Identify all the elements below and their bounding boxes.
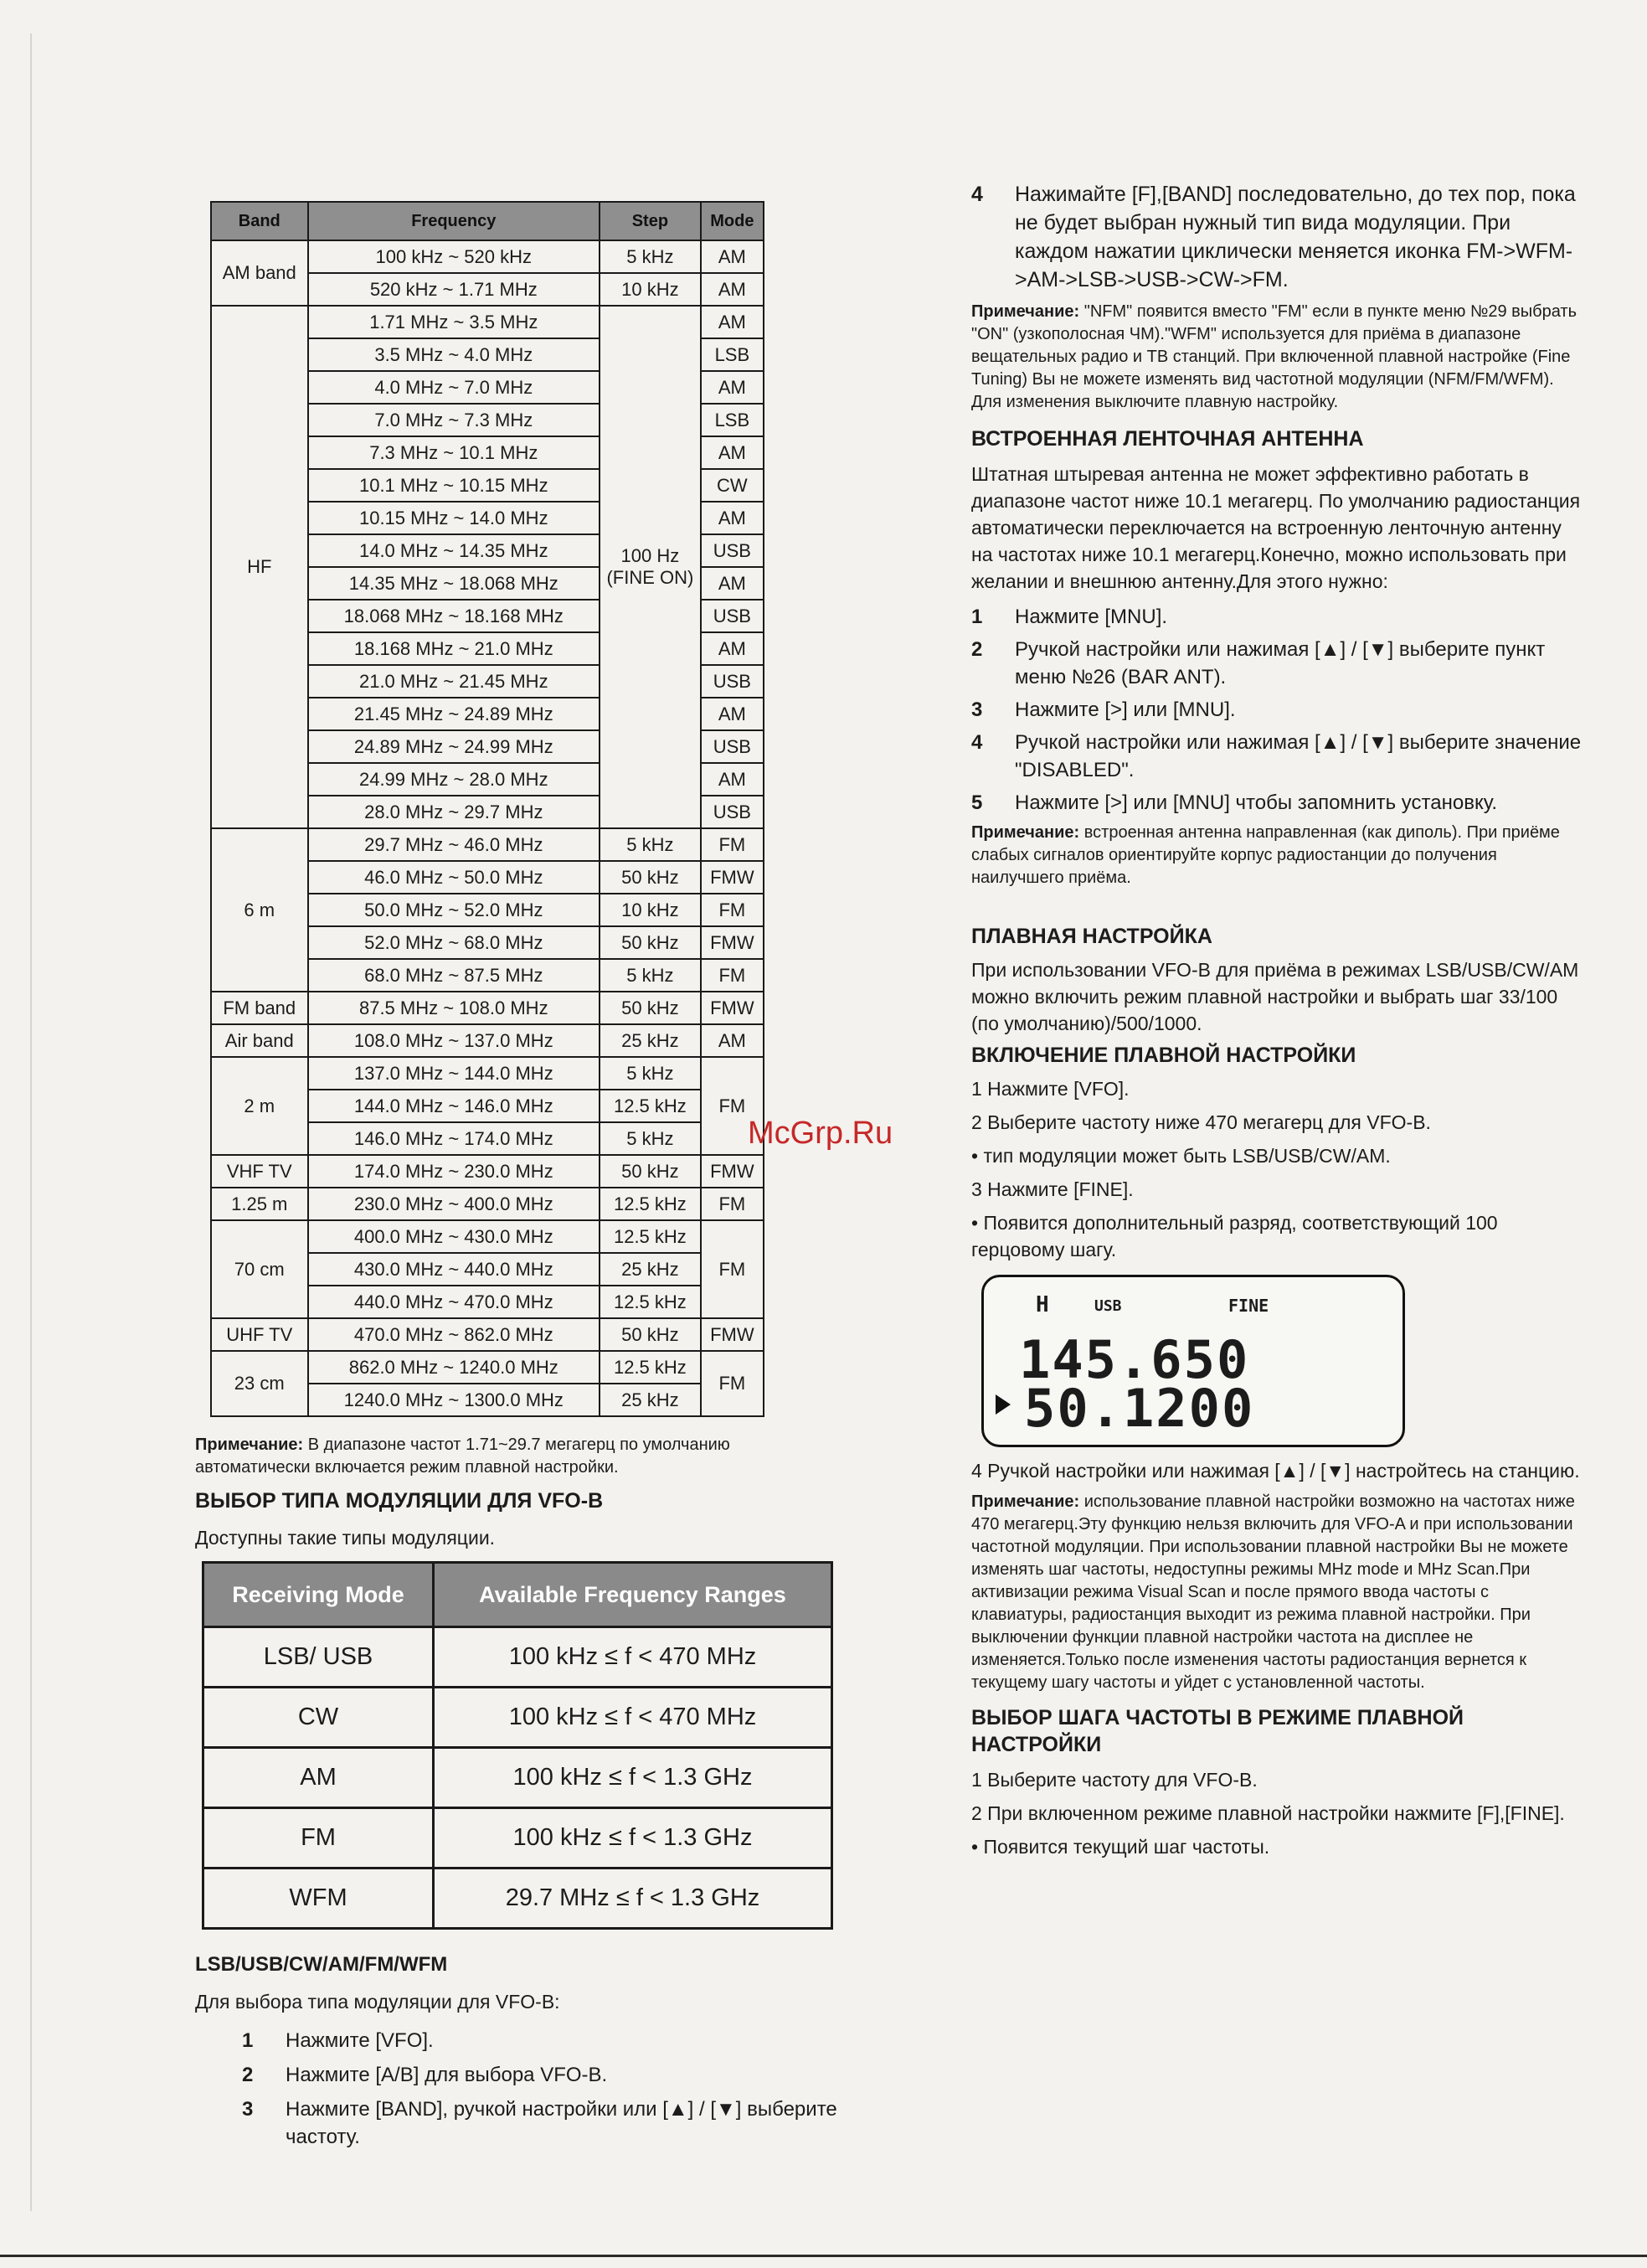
- table-row: [211, 1155, 764, 1188]
- step-number: 2: [242, 2064, 254, 2086]
- band-note: [195, 1434, 848, 1479]
- band-frequency-table: [210, 201, 764, 1417]
- freq-cell: 146.0 MHz ~ 174.0 MHz: [308, 1122, 600, 1155]
- mode-cell: AM: [701, 306, 764, 338]
- note-fine-tuning: [971, 1491, 1583, 1694]
- step-text: Нажмите [A/B] для выбора VFO-B.: [286, 2064, 608, 2086]
- mode-cell: FM: [701, 1351, 764, 1416]
- step-cell: 5 kHz: [600, 828, 701, 861]
- freq-cell: 18.068 MHz ~ 18.168 MHz: [308, 600, 600, 632]
- step-cell: 5 kHz: [600, 1057, 701, 1090]
- header-frequency: Frequency: [308, 202, 600, 240]
- freq-cell: 400.0 MHz ~ 430.0 MHz: [308, 1220, 600, 1253]
- note-nfm: [971, 301, 1583, 414]
- scan-margin-line: [30, 34, 32, 2211]
- mode-cell: FMW: [701, 1155, 764, 1188]
- list-item: 1 Нажмите [VFO].: [971, 1078, 1130, 1100]
- freq-cell: 24.89 MHz ~ 24.99 MHz: [308, 730, 600, 763]
- freq-cell: 144.0 MHz ~ 146.0 MHz: [308, 1090, 600, 1122]
- table-row: [203, 1869, 832, 1929]
- step-cell: 50 kHz: [600, 1318, 701, 1351]
- mode-cell: USB: [701, 796, 764, 828]
- step-cell: 12.5 kHz: [600, 1220, 701, 1253]
- freq-cell: 862.0 MHz ~ 1240.0 MHz: [308, 1351, 600, 1384]
- step-cell: 25 kHz: [600, 1024, 701, 1057]
- step-select-steps: [971, 1766, 1583, 1860]
- freq-cell: 21.45 MHz ~ 24.89 MHz: [308, 698, 600, 730]
- step-number: 5: [971, 791, 983, 814]
- list-item: 3 Нажмите [FINE].: [971, 1178, 1134, 1200]
- note-text: "NFM" появится вместо "FM" если в пункте меню №29 выбрать "ON" (узкополосная ЧМ)."WFM" используется для приёма в диапазоне вещательных радио и ТВ станций. При включенной плавной настройке (Fine Tuning) Вы не можете изменять вид частотной модуляции (NFM/FM/WFM). Для изменения выключите плавную настройку.: [971, 302, 1578, 411]
- band-cell: 2 m: [211, 1057, 308, 1155]
- table-row: [203, 1808, 832, 1869]
- table-row: [211, 306, 764, 338]
- modes-intro: Доступны такие типы модуляции.: [195, 1527, 496, 1549]
- freq-cell: 14.35 MHz ~ 18.068 MHz: [308, 567, 600, 600]
- list-item: • тип модуляции может быть LSB/USB/CW/AM.: [971, 1145, 1391, 1167]
- freq-cell: 24.99 MHz ~ 28.0 MHz: [308, 763, 600, 796]
- mode-cell: AM: [701, 436, 764, 469]
- table-row: [211, 1057, 764, 1090]
- mode-name-cell: LSB/ USB: [203, 1627, 434, 1688]
- step-cell: 25 kHz: [600, 1253, 701, 1286]
- mode-name-cell: AM: [203, 1748, 434, 1808]
- table-row: [203, 1627, 832, 1688]
- step-number: 3: [242, 2098, 254, 2121]
- band-cell: 6 m: [211, 828, 308, 992]
- list-item: 4 Ручкой настройки или нажимая [▲] / [▼] настройтесь на станцию.: [971, 1460, 1580, 1482]
- table-row: [211, 828, 764, 861]
- step-number: 1: [971, 606, 983, 628]
- list-item: 2 При включенном режиме плавной настройки нажмите [F],[FINE].: [971, 1802, 1565, 1824]
- band-cell: VHF TV: [211, 1155, 308, 1188]
- note-label: Примечание:: [971, 302, 1080, 321]
- list-item: [971, 180, 1583, 294]
- band-cell: FM band: [211, 992, 308, 1024]
- step-text: Ручкой настройки или нажимая [▲] / [▼] выберите пункт меню №26 (BAR ANT).: [1015, 638, 1546, 688]
- list-item: [242, 2027, 845, 2054]
- freq-cell: 29.7 MHz ~ 46.0 MHz: [308, 828, 600, 861]
- lcd-indicator-h: H: [1036, 1292, 1049, 1317]
- step-cell: 12.5 kHz: [600, 1286, 701, 1318]
- freq-cell: 1.71 MHz ~ 3.5 MHz: [308, 306, 600, 338]
- header-frequency-ranges: Available Frequency Ranges: [434, 1563, 832, 1627]
- band-cell: AM band: [211, 240, 308, 306]
- mode-cell: AM: [701, 1024, 764, 1057]
- modes-table: [202, 1561, 833, 1930]
- mode-cell: FM: [701, 1188, 764, 1220]
- freq-cell: 50.0 MHz ~ 52.0 MHz: [308, 894, 600, 926]
- step-text: Нажмите [>] или [MNU] чтобы запомнить установку.: [1015, 791, 1497, 814]
- step-cell: 50 kHz: [600, 1155, 701, 1188]
- mode-cell: FM: [701, 1220, 764, 1318]
- step-text: Нажмите [VFO].: [286, 2029, 434, 2052]
- modes-subheading: LSB/USB/CW/AM/FM/WFM: [195, 1953, 448, 1976]
- table-row: [211, 1188, 764, 1220]
- mode-cell: FMW: [701, 861, 764, 894]
- freq-cell: 1240.0 MHz ~ 1300.0 MHz: [308, 1384, 600, 1416]
- step-cell: 12.5 kHz: [600, 1090, 701, 1122]
- mode-cell: AM: [701, 273, 764, 306]
- note-text: использование плавной настройки возможно на частотах ниже 470 мегагерц.Эту функцию нельзя включить для VFO-A и при использовании частотной модуляции. При использовании плавной настройки Вы не можете изменять шаг частоты, недоступны режимы MHz mode и MHz Scan.При активизации режима Visual Scan и после прямого ввода частоты с клавиатуры, радиостанция выходит из режима плавной настройки. При выключении функции плавной настройки частота на дисплее не изменяется.Только после изменения частоты радиостанция вернется к текущему шагу частоты и уйдет с установленной частоты.: [971, 1492, 1575, 1692]
- freq-cell: 21.0 MHz ~ 21.45 MHz: [308, 665, 600, 698]
- mode-cell: AM: [701, 632, 764, 665]
- step-number: 4: [971, 183, 983, 206]
- range-cell: 100 kHz ≤ f < 470 MHz: [434, 1627, 832, 1688]
- header-mode: Mode: [701, 202, 764, 240]
- fine-steps: [971, 1075, 1583, 1263]
- step-cell: 12.5 kHz: [600, 1188, 701, 1220]
- table-row: [211, 240, 764, 273]
- freq-cell: 68.0 MHz ~ 87.5 MHz: [308, 959, 600, 992]
- step-number: 1: [242, 2029, 254, 2052]
- mode-cell: USB: [701, 665, 764, 698]
- mode-cell: USB: [701, 600, 764, 632]
- section-heading-step-select: ВЫБОР ШАГА ЧАСТОТЫ В РЕЖИМЕ ПЛАВНОЙ НАСТРОЙКИ: [971, 1706, 1464, 1756]
- fine-tuning-paragraph: При использовании VFO-B для приёма в режимах LSB/USB/CW/AM можно включить режим плавной настройки и выбрать шаг 33/100 (по умолчанию)/500/1000.: [971, 959, 1579, 1034]
- mode-cell: FM: [701, 959, 764, 992]
- mode-cell: LSB: [701, 338, 764, 371]
- step-number: 2: [971, 638, 983, 661]
- mode-name-cell: WFM: [203, 1869, 434, 1929]
- freq-cell: 4.0 MHz ~ 7.0 MHz: [308, 371, 600, 404]
- section-heading-modulation: ВЫБОР ТИПА МОДУЛЯЦИИ ДЛЯ VFO-B: [195, 1489, 604, 1513]
- list-item: 1 Выберите частоту для VFO-B.: [971, 1769, 1258, 1791]
- vfo-b-steps: [242, 2027, 845, 2151]
- freq-cell: 230.0 MHz ~ 400.0 MHz: [308, 1188, 600, 1220]
- freq-cell: 100 kHz ~ 520 kHz: [308, 240, 600, 273]
- mode-cell: AM: [701, 371, 764, 404]
- step-text: Нажмите [>] или [MNU].: [1015, 698, 1236, 721]
- table-row: [203, 1748, 832, 1808]
- header-receiving-mode: Receiving Mode: [203, 1563, 434, 1627]
- mode-cell: AM: [701, 698, 764, 730]
- list-item: [971, 789, 1583, 817]
- mode-cell: AM: [701, 240, 764, 273]
- list-item: [971, 729, 1583, 784]
- list-item: 2 Выберите частоту ниже 470 мегагерц для VFO-B.: [971, 1111, 1431, 1133]
- step-text: Нажмите [BAND], ручкой настройки или [▲] / [▼] выберите частоту.: [286, 2098, 837, 2148]
- watermark-text: McGrp.Ru: [748, 1116, 893, 1151]
- freq-cell: 108.0 MHz ~ 137.0 MHz: [308, 1024, 600, 1057]
- step-cell: 10 kHz: [600, 273, 701, 306]
- freq-cell: 10.15 MHz ~ 14.0 MHz: [308, 502, 600, 534]
- mode-cell: FMW: [701, 926, 764, 959]
- freq-cell: 430.0 MHz ~ 440.0 MHz: [308, 1253, 600, 1286]
- table-row: [211, 1024, 764, 1057]
- freq-cell: 470.0 MHz ~ 862.0 MHz: [308, 1318, 600, 1351]
- table-row: [211, 992, 764, 1024]
- list-item: [242, 2061, 845, 2089]
- list-item: [971, 636, 1583, 691]
- step-number: 3: [971, 698, 983, 721]
- mode-cell: CW: [701, 469, 764, 502]
- step-cell: 50 kHz: [600, 926, 701, 959]
- mode-cell: AM: [701, 502, 764, 534]
- section-heading-fine-tuning: ПЛАВНАЯ НАСТРОЙКА: [971, 925, 1212, 948]
- freq-cell: 174.0 MHz ~ 230.0 MHz: [308, 1155, 600, 1188]
- lcd-indicator-fine: FINE: [1228, 1296, 1269, 1316]
- table-row: [211, 1220, 764, 1253]
- freq-cell: 10.1 MHz ~ 10.15 MHz: [308, 469, 600, 502]
- band-cell: 1.25 m: [211, 1188, 308, 1220]
- band-cell: 23 cm: [211, 1351, 308, 1416]
- note-label: Примечание:: [971, 823, 1080, 842]
- list-item: [242, 2095, 845, 2151]
- band-cell: UHF TV: [211, 1318, 308, 1351]
- range-cell: 100 kHz ≤ f < 1.3 GHz: [434, 1808, 832, 1869]
- step-cell: 5 kHz: [600, 1122, 701, 1155]
- section-heading-fine-on: ВКЛЮЧЕНИЕ ПЛАВНОЙ НАСТРОЙКИ: [971, 1044, 1356, 1067]
- mode-cell: FM: [701, 894, 764, 926]
- freq-cell: 87.5 MHz ~ 108.0 MHz: [308, 992, 600, 1024]
- list-item: [971, 603, 1583, 631]
- mode-cell: AM: [701, 763, 764, 796]
- scan-bottom-edge: [0, 2255, 1647, 2257]
- antenna-paragraph: Штатная штыревая антенна не может эффективно работать в диапазоне частот ниже 10.1 мегагерц. По умолчанию радиостанция автоматически переключается на встроенную ленточную антенну на частотах ниже 10.1 мегагерц.Конечно, можно использовать при желании и внешнюю антенну.Для этого нужно:: [971, 463, 1581, 592]
- left-column: [195, 201, 865, 2157]
- lcd-display: [981, 1275, 1405, 1447]
- step-cell: 12.5 kHz: [600, 1351, 701, 1384]
- freq-cell: 46.0 MHz ~ 50.0 MHz: [308, 861, 600, 894]
- mode-name-cell: CW: [203, 1688, 434, 1748]
- header-step: Step: [600, 202, 701, 240]
- list-item: • Появится дополнительный разряд, соответствующий 100 герцовому шагу.: [971, 1212, 1498, 1260]
- note-antenna: [971, 822, 1583, 889]
- freq-cell: 7.0 MHz ~ 7.3 MHz: [308, 404, 600, 436]
- freq-cell: 14.0 MHz ~ 14.35 MHz: [308, 534, 600, 567]
- mode-cell: LSB: [701, 404, 764, 436]
- lcd-frequency-sub: 50.1200: [1024, 1378, 1255, 1439]
- step-cell: 5 kHz: [600, 959, 701, 992]
- section-heading-antenna: ВСТРОЕННАЯ ЛЕНТОЧНАЯ АНТЕННА: [971, 427, 1364, 451]
- step-cell: 5 kHz: [600, 240, 701, 273]
- note-text: В диапазоне частот 1.71~29.7 мегагерц по умолчанию автоматически включается режим плавной настройки.: [195, 1436, 730, 1477]
- band-cell: 70 cm: [211, 1220, 308, 1318]
- band-cell: HF: [211, 306, 308, 828]
- mode-name-cell: FM: [203, 1808, 434, 1869]
- antenna-steps: [971, 603, 1583, 817]
- freq-cell: 520 kHz ~ 1.71 MHz: [308, 273, 600, 306]
- freq-cell: 440.0 MHz ~ 470.0 MHz: [308, 1286, 600, 1318]
- mode-cell: USB: [701, 730, 764, 763]
- note-text: встроенная антенна направленная (как диполь). При приёме слабых сигналов ориентируйте корпус радиостанции до получения наилучшего приёма.: [971, 823, 1560, 887]
- range-cell: 29.7 MHz ≤ f < 1.3 GHz: [434, 1869, 832, 1929]
- step-cell: 50 kHz: [600, 861, 701, 894]
- lcd-frequency-main: 145.650: [1019, 1329, 1250, 1390]
- mode-cell: FMW: [701, 992, 764, 1024]
- freq-cell: 137.0 MHz ~ 144.0 MHz: [308, 1057, 600, 1090]
- mode-cell: FM: [701, 1057, 764, 1155]
- freq-cell: 28.0 MHz ~ 29.7 MHz: [308, 796, 600, 828]
- step-cell: 100 Hz (FINE ON): [600, 306, 701, 828]
- mode-cell: FMW: [701, 1318, 764, 1351]
- mode-cell: FM: [701, 828, 764, 861]
- range-cell: 100 kHz ≤ f < 470 MHz: [434, 1688, 832, 1748]
- freq-cell: 18.168 MHz ~ 21.0 MHz: [308, 632, 600, 665]
- steps-intro: Для выбора типа модуляции для VFO-B:: [195, 1991, 560, 2013]
- freq-cell: 3.5 MHz ~ 4.0 MHz: [308, 338, 600, 371]
- table-row: [211, 1318, 764, 1351]
- lcd-pointer-icon: [996, 1394, 1011, 1415]
- right-column: [971, 180, 1583, 1867]
- mode-cell: USB: [701, 534, 764, 567]
- table-row: [211, 1351, 764, 1384]
- band-cell: Air band: [211, 1024, 308, 1057]
- step-text: Нажмите [MNU].: [1015, 606, 1168, 628]
- step-cell: 10 kHz: [600, 894, 701, 926]
- step-number: 4: [971, 731, 983, 754]
- mode-cell: AM: [701, 567, 764, 600]
- header-band: Band: [211, 202, 308, 240]
- lcd-indicator-usb: USB: [1094, 1297, 1122, 1315]
- step-text: Нажимайте [F],[BAND] последовательно, до тех пор, пока не будет выбран нужный тип вида модуляции. При каждом нажатии циклически меняется иконка FM->WFM->AM->LSB->USB->CW->FM.: [1015, 183, 1576, 291]
- note-label: Примечание:: [971, 1492, 1080, 1511]
- step-cell: 25 kHz: [600, 1384, 701, 1416]
- freq-cell: 7.3 MHz ~ 10.1 MHz: [308, 436, 600, 469]
- table-row: [203, 1688, 832, 1748]
- step-cell: 50 kHz: [600, 992, 701, 1024]
- range-cell: 100 kHz ≤ f < 1.3 GHz: [434, 1748, 832, 1808]
- note-label: Примечание:: [195, 1436, 304, 1454]
- list-item: • Появится текущий шаг частоты.: [971, 1836, 1270, 1858]
- freq-cell: 52.0 MHz ~ 68.0 MHz: [308, 926, 600, 959]
- list-item: [971, 696, 1583, 724]
- step-text: Ручкой настройки или нажимая [▲] / [▼] выберите значение "DISABLED".: [1015, 731, 1582, 781]
